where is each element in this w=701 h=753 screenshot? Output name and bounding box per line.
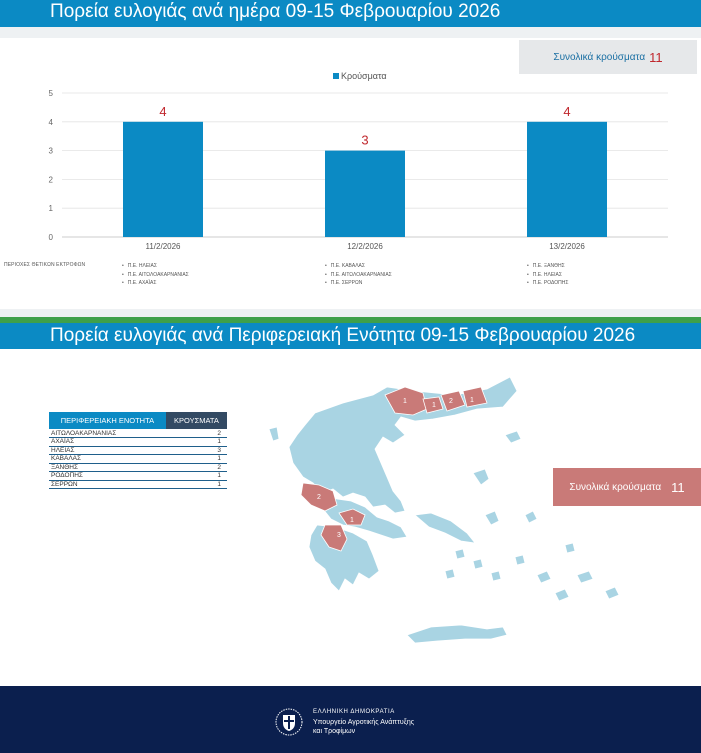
daily-section-title: Πορεία ευλογιάς ανά ημέρα 09-15 Φεβρουαρίου 2026: [50, 1, 501, 22]
regions-day-3: [527, 262, 568, 288]
mainland-shape: [269, 377, 619, 643]
map-label-kavala: 1: [432, 402, 436, 409]
y-tick-label: 2: [48, 175, 53, 185]
cases-cell: 1: [166, 455, 227, 464]
y-tick-label: 5: [48, 89, 53, 98]
cases-cell: 2: [166, 429, 227, 438]
cases-cell: 1: [166, 472, 227, 481]
total-value: 11: [649, 49, 663, 65]
ministry-line-2: και Τροφίμων: [313, 728, 356, 735]
region-item: • Π.Ε. ΣΕΡΡΩΝ: [325, 279, 392, 288]
cases-cell: 1: [166, 438, 227, 447]
bar-data-label: 3: [361, 132, 369, 148]
region-item: • Π.Ε. ΡΟΔΟΠΗΣ: [527, 279, 568, 288]
region-item: • Π.Ε. ΑΧΑΪΑΣ: [122, 279, 189, 288]
daily-bar-chart: [0, 60, 701, 260]
region-item: • Π.Ε. ΞΑΝΘΗΣ: [527, 262, 568, 271]
region-column-header: ΠΕΡΙΦΕΡΕΙΑΚΗ ΕΝΟΤΗΤΑ: [49, 412, 166, 429]
map-label-ilia: 3: [337, 532, 341, 539]
table-row: [49, 463, 227, 472]
ministry-branding: [313, 709, 414, 736]
region-item: • Π.Ε. ΗΛΕΙΑΣ: [527, 271, 568, 280]
regions-day-2: [325, 262, 392, 288]
bar-data-label: 4: [563, 103, 571, 119]
region-cell: ΞΑΝΘΗΣ: [49, 463, 166, 472]
table-header-row: [49, 412, 227, 429]
bar: [123, 122, 203, 237]
regional-cases-table: [49, 412, 227, 489]
section-divider: [0, 309, 701, 317]
x-tick-label: 11/2/2026: [145, 242, 181, 251]
map-label-serres: 1: [403, 398, 407, 405]
total-label: Συνολικά κρούσματα: [553, 51, 646, 63]
region-item: • Π.Ε. ΑΙΤΩΛΟΑΚΑΡΝΑΝΙΑΣ: [325, 271, 392, 280]
cases-column-header: ΚΡΟΥΣΜΑΤΑ: [166, 412, 227, 429]
positive-regions-lists: [0, 262, 701, 286]
daily-section-header: [0, 0, 701, 27]
total-label: Συνολικά κρούσματα: [569, 481, 662, 493]
bar-data-label: 4: [159, 103, 167, 119]
hellenic-republic-emblem-icon: [274, 707, 304, 737]
x-tick-label: 12/2/2026: [347, 242, 383, 251]
regions-day-1: [122, 262, 189, 288]
region-cell: ΚΑΒΑΛΑΣ: [49, 455, 166, 464]
table-row: [49, 438, 227, 447]
regional-section-header: [0, 317, 701, 349]
region-item: • Π.Ε. ΚΑΒΑΛΑΣ: [325, 262, 392, 271]
table-row: [49, 455, 227, 464]
table-row: [49, 429, 227, 438]
regional-section-title: Πορεία ευλογιάς ανά Περιφερειακή Ενότητα 09-15 Φεβρουαρίου 2026: [50, 325, 636, 346]
bar: [325, 151, 405, 237]
x-tick-label: 13/2/2026: [549, 242, 585, 251]
region-cell: ΑΙΤΩΛΟΑΚΑΡΝΑΝΙΑΣ: [49, 429, 166, 438]
greece-cases-map: [255, 365, 635, 655]
map-label-xanthi: 2: [449, 398, 453, 405]
region-item: • Π.Ε. ΗΛΕΙΑΣ: [122, 262, 189, 271]
cases-cell: 1: [166, 480, 227, 489]
regions-caption: ΠΕΡΙΟΧΕΣ ΘΕΤΙΚΩΝ ΕΚΤΡΟΦΩΝ: [4, 262, 86, 268]
legend-label: Κρούσματα: [341, 71, 387, 81]
ministry-line-1: Υπουργείο Αγροτικής Ανάπτυξης: [313, 719, 415, 726]
map-label-aitoloakarnania: 2: [317, 494, 321, 501]
y-tick-label: 1: [48, 204, 53, 214]
y-tick-label: 0: [48, 233, 53, 242]
map-label-rodopi: 1: [470, 397, 474, 404]
header-divider: [0, 27, 701, 38]
table-row: [49, 480, 227, 489]
region-cell: ΡΟΔΟΠΗΣ: [49, 472, 166, 481]
republic-label: ΕΛΛΗΝΙΚΗ ΔΗΜΟΚΡΑΤΙΑ: [313, 709, 395, 715]
bar: [527, 122, 607, 237]
cases-cell: 3: [166, 446, 227, 455]
total-value: 11: [671, 479, 685, 495]
cases-cell: 2: [166, 463, 227, 472]
region-cell: ΣΕΡΡΩΝ: [49, 480, 166, 489]
legend-swatch: [333, 73, 339, 79]
region-cell: ΑΧΑΪΑΣ: [49, 438, 166, 447]
map-label-achaia: 1: [350, 517, 354, 524]
region-item: • Π.Ε. ΑΙΤΩΛΟΑΚΑΡΝΑΝΙΑΣ: [122, 271, 189, 280]
y-tick-label: 4: [48, 117, 53, 127]
region-cell: ΗΛΕΙΑΣ: [49, 446, 166, 455]
y-tick-label: 3: [48, 146, 53, 156]
table-row: [49, 472, 227, 481]
table-row: [49, 446, 227, 455]
